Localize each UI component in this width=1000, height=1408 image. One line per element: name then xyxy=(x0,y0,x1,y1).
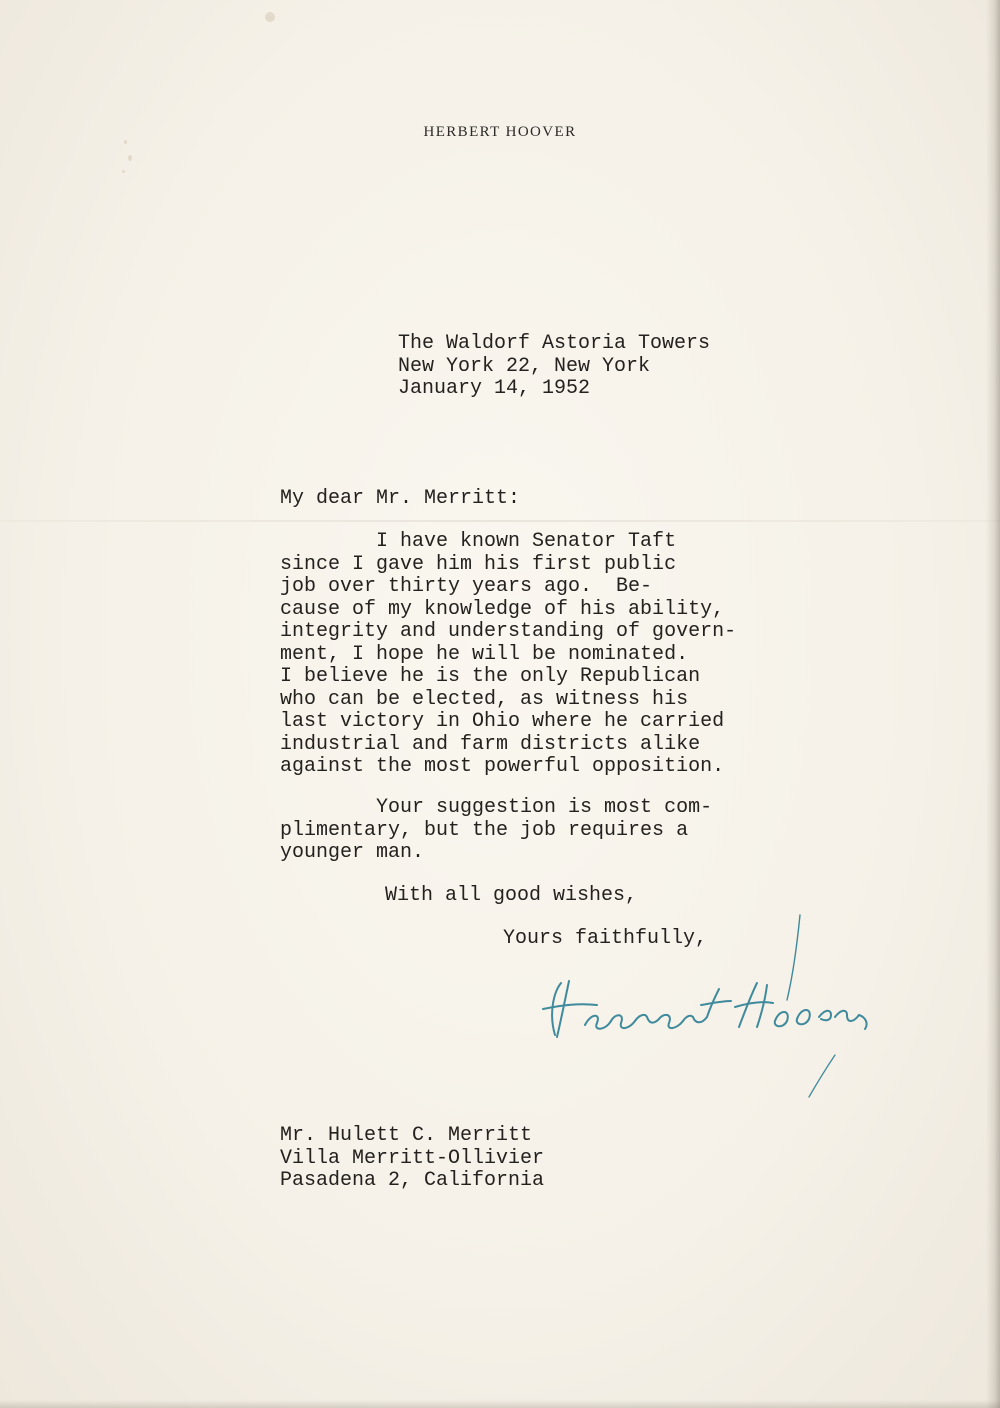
paper-edge-shadow xyxy=(986,0,1000,1408)
recipient-name: Mr. Hulett C. Merritt xyxy=(280,1124,533,1147)
recipient-line: Pasadena 2, California xyxy=(280,1169,545,1192)
recipient-address xyxy=(280,1125,544,1193)
recipient-line: Villa Merritt-Ollivier xyxy=(280,1146,545,1170)
address-line: The Waldorf Astoria Towers xyxy=(398,332,711,355)
sender-address xyxy=(398,333,710,401)
paper-fold xyxy=(0,520,1000,522)
letterhead: HERBERT HOOVER xyxy=(423,124,577,140)
closing-wishes: With all good wishes, xyxy=(385,884,638,907)
body-paragraph-1: I have known Senator Taft since I gave him his first public job over thirty years ago. Be- cause of my knowledge of his ability, integrity and understanding of govern- ment, I hope he will be nominated. I believe he is the only Republican who can be elected, as witness his last victory in Ohio where he carried industrial and farm districts alike against the most powerful opposition. xyxy=(280,530,737,778)
address-line: New York 22, New York xyxy=(398,354,651,378)
salutation: My dear Mr. Merritt: xyxy=(280,487,521,510)
letter-date: January 14, 1952 xyxy=(398,377,591,400)
handwritten-signature xyxy=(535,905,915,1105)
paper-stain xyxy=(128,155,132,161)
paper-edge-shadow xyxy=(0,1400,1000,1408)
paper-stain xyxy=(265,12,275,22)
paper-stain xyxy=(122,170,125,173)
body-paragraph-2: Your suggestion is most com- plimentary, but the job requires a younger man. xyxy=(280,796,713,864)
valediction: Yours faithfully, xyxy=(503,927,708,950)
